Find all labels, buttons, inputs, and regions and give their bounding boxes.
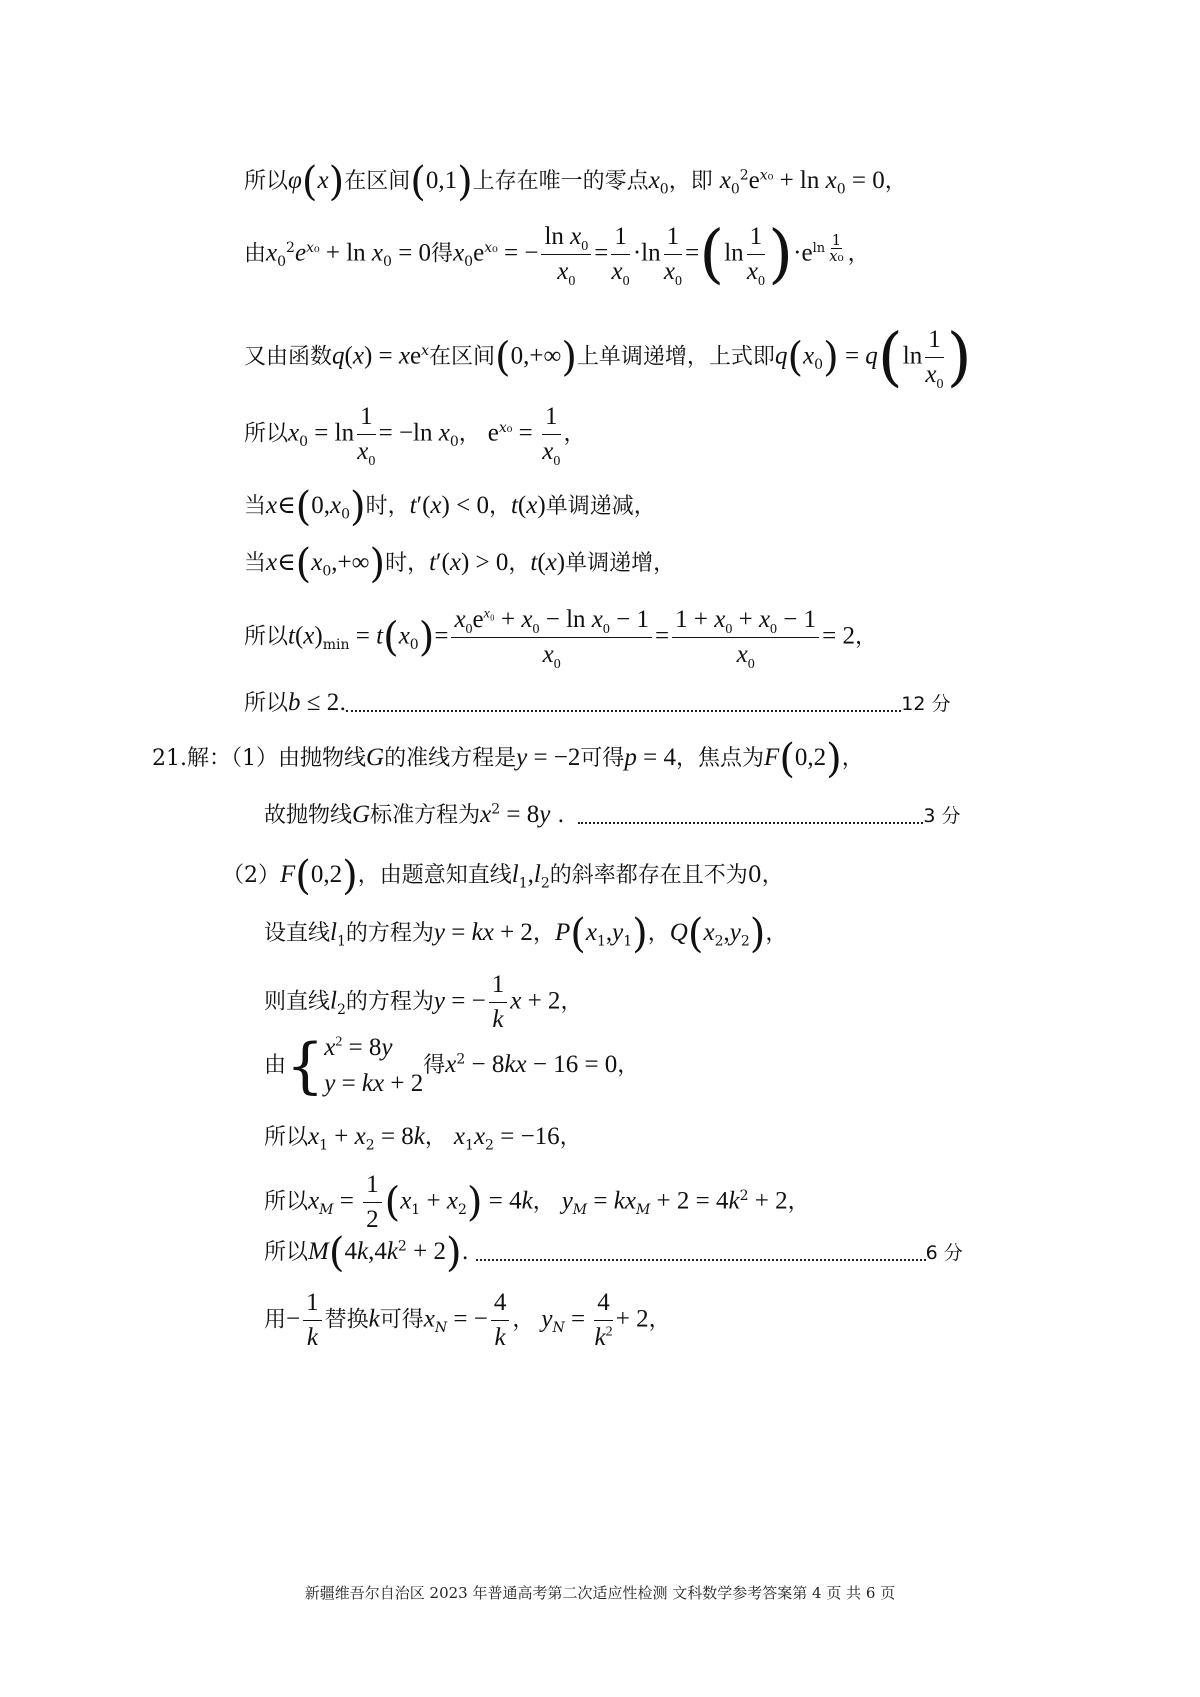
q21-part2-line1: （2）F(0,2)，由题意知直线$l_1,l_2$的斜率都存在且不为0，: [222, 853, 784, 899]
q21-part2-line2: 设直线$l_1$的方程为y = kx + 2，$P(x_1,y_1)$，$Q(x_2,y_2)$，: [264, 911, 788, 957]
solution-line-3: 又由函数$q(x) = xe^x$在区间(0,+∞)上单调递增，上式即$q(x_0) = q(\ln$ $\frac{1}{x_0}$ ): [244, 320, 972, 395]
solution-line-1: 所以φ(x)在区间(0,1)上存在唯一的零点$x_0$，即 $x_0^2e^{x_0} + \ln x_0 = 0$，: [244, 159, 907, 205]
q21-part2-line3: 则直线$l_2$的方程为y = − $\frac{1}{k}$ x + 2，: [264, 971, 583, 1033]
q21-part1-line2: 故抛物线G标准方程为$x^2 = 8y$ . 3 分: [264, 801, 961, 828]
q21-part2-line4: 由{ $x^2 = 8y$ y = kx + 2 得$x^2 - 8kx - 16 = 0$，: [264, 1031, 640, 1101]
q21-part2-line7: 所以$M(4k,4k^2 + 2)$. 6 分: [264, 1230, 963, 1276]
solution-line-5: 当$x\in(0,x_0)$时，t′(x) < 0，t(x)单调递减，: [244, 484, 656, 530]
q21-part1-line1: 21.解：（1）由抛物线G的准线方程是y = −2可得p = 4，焦点为F(0,2)，: [152, 736, 864, 782]
q21-part2-line6: 所以$x_M$ = $\frac{1}{2}$ $(x_1 + x_2) = 4k$， $y_M = kx_M + 2 = 4k^2 + 2$，: [264, 1171, 810, 1233]
score-3: 3 分: [923, 805, 961, 827]
q21-part2-line8: 用− $\frac{1}{k}$ 替换k可得$x_N$ = − $\frac{4}{k}$ ， $y_N$ = $\frac{4}{k^2}$ + 2，: [264, 1289, 671, 1351]
solution-line-2: 由$x_0^2e^{x_0} + \ln x_0 = 0$得$x_0e^{x_0}$ = − $\frac{\ln x_0}{x_0}$ = $\frac{1}{x_0}$ ·ln $\frac{1}{x_0}$ =(ln $\frac{1}{x_0}$ )$\cdot e^{ln \frac{1}{\text{x₀}}}$ ，: [244, 217, 870, 292]
page-footer: 新疆维吾尔自治区 2023 年普通高考第二次适应性检测 文科数学参考答案第 4 页 共 6 页: [304, 1584, 896, 1602]
score-12: 12 分: [901, 693, 951, 715]
solution-line-8: 所以b ≤ 2. 12 分: [244, 689, 951, 716]
score-6: 6 分: [925, 1242, 963, 1264]
solution-line-6: 当$x\in(x_0,+\infty)$时，t′(x) > 0，t(x)单调递增，: [244, 541, 676, 587]
q21-part2-line5: 所以$x_1 + x_2 = 8k$， $x_1x_2 = -16$，: [264, 1123, 582, 1154]
solution-line-4: 所以$x_0 = \ln$ $\frac{1}{x_0}$ = −ln $x_0$， $e^{x_0}$ = $\frac{1}{x_0}$ ，: [244, 403, 586, 469]
solution-line-7: 所以$t(x)_{min} = t(x_0)=$ $\frac{x_0e^{x_0} + x_0 - \ln x_0 - 1}{x_0}$ = $\frac{1 + x_0 + x_0 - 1}{x_0}$ = 2，: [244, 606, 878, 672]
